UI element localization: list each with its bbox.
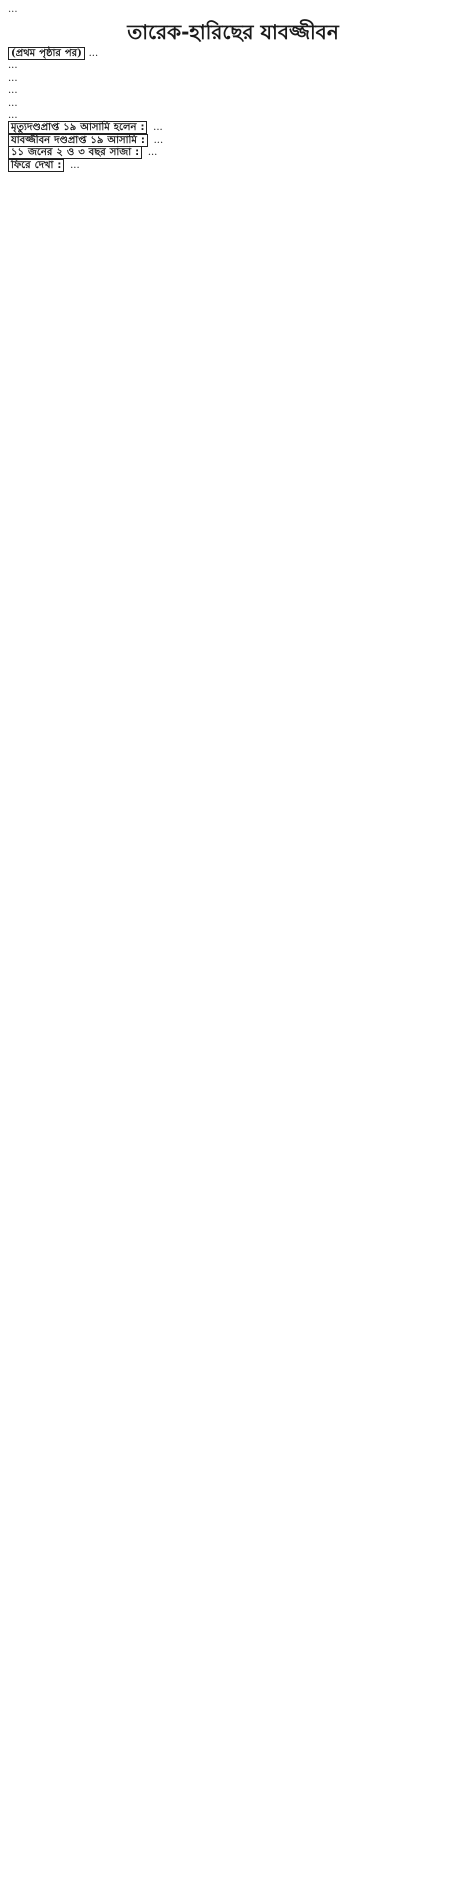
paragraph-text: ... — [147, 147, 158, 159]
subheading-prison-terms: ১১ জনের ২ ও ৩ বছর সাজা : — [8, 146, 142, 159]
continued-label: (প্রথম পৃষ্ঠার পর) — [8, 47, 85, 60]
subheading-death-sentence: মৃত্যুদণ্ডপ্রাপ্ত ১৯ আসামি হলেন : — [8, 121, 147, 134]
paragraph-text: ... — [8, 85, 18, 97]
paragraph-text: ... — [8, 97, 18, 109]
paragraph-text: ... — [153, 134, 164, 146]
paragraph-2 — [8, 60, 458, 72]
subheading-life-sentence: যাবজ্জীবন দণ্ডপ্রাপ্ত ১৯ আসামি : — [8, 134, 148, 147]
section-look-back — [8, 160, 458, 172]
paragraph-text: ... — [8, 72, 18, 84]
paragraph-text: ... — [8, 60, 18, 72]
paragraph-5 — [8, 98, 458, 110]
paragraph-text: ... — [88, 48, 99, 59]
paragraph-text: ... — [70, 159, 80, 171]
paragraph-text: ... — [8, 110, 18, 122]
cut-off-text: ... — [8, 4, 18, 15]
paragraph-3 — [8, 73, 458, 85]
headline: তারেক-হারিছের যাবজ্জীবন — [127, 20, 339, 44]
paragraph-4 — [8, 85, 458, 97]
paragraph-text: ... — [153, 122, 163, 134]
section-prison-terms — [8, 147, 458, 159]
paragraph-1 — [8, 48, 458, 60]
subheading-look-back: ফিরে দেখা : — [8, 159, 64, 172]
section-death-sentence — [8, 122, 458, 134]
